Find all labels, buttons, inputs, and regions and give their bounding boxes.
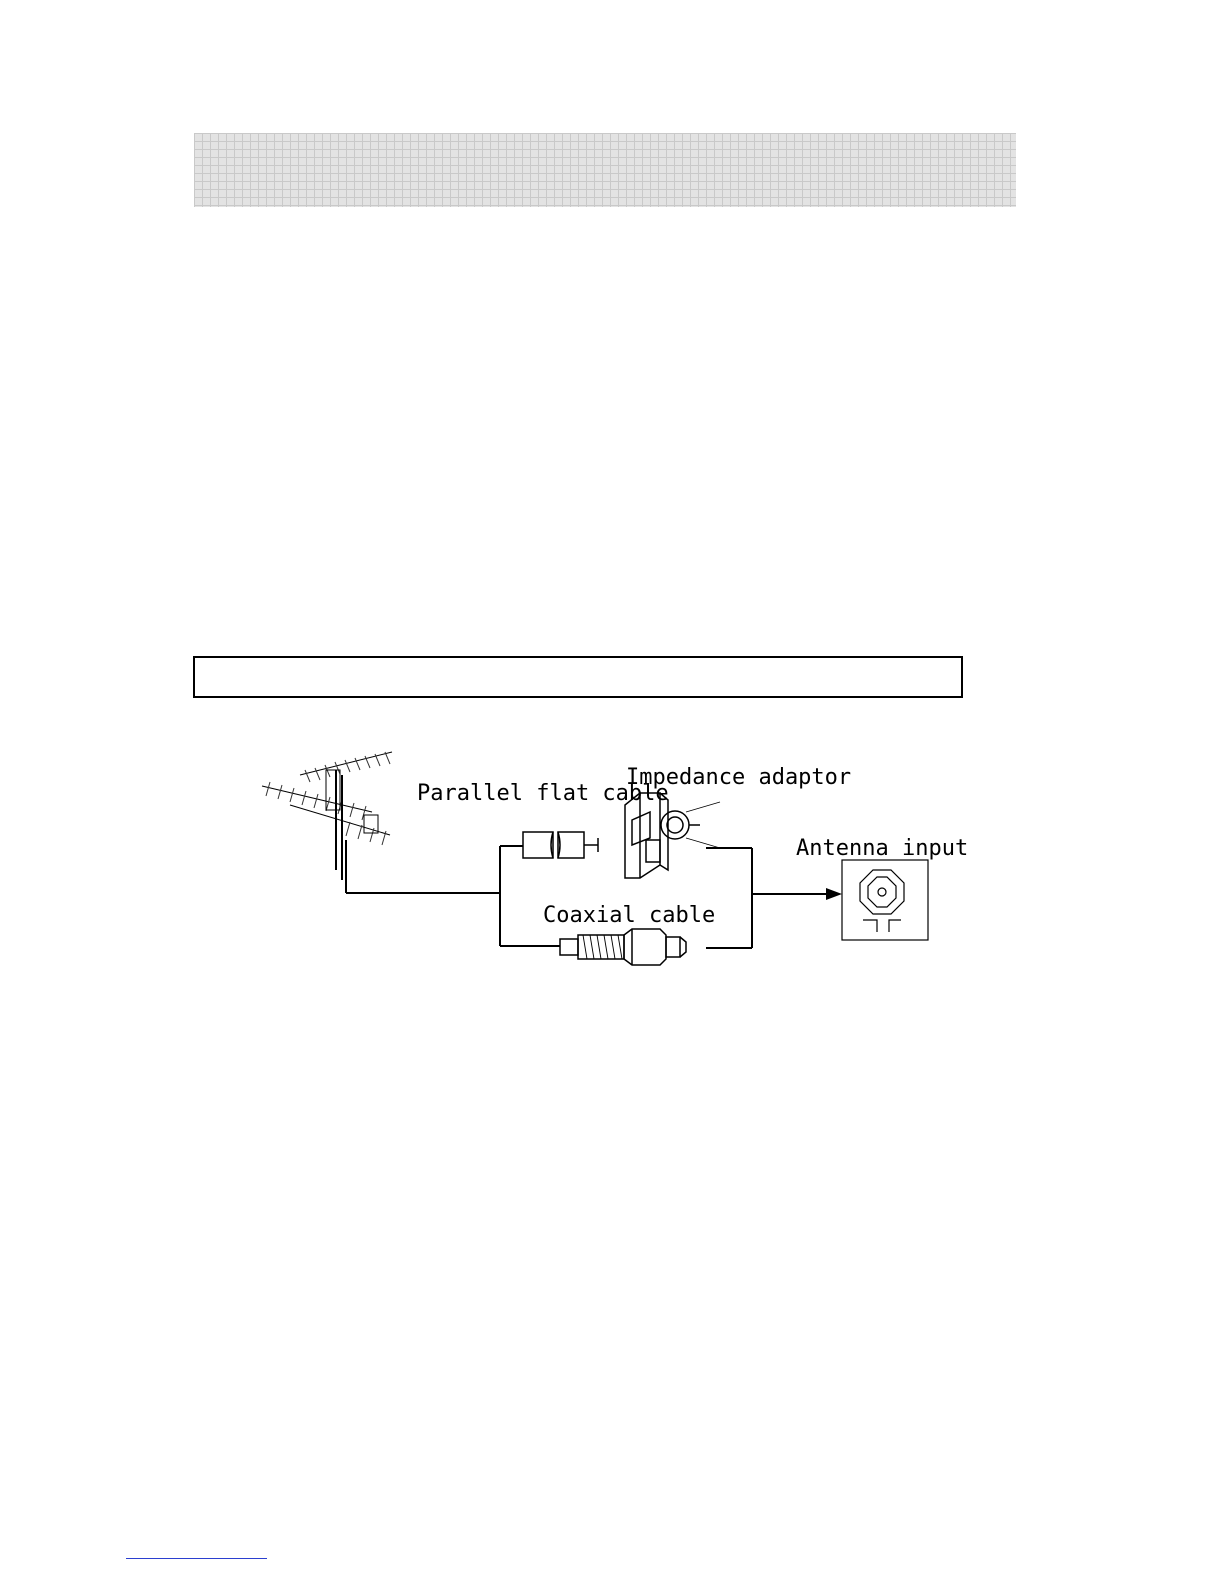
parallel-flat-cable-label: Parallel flat cable [417,781,669,806]
to-tv-connection-line [706,848,828,948]
coaxial-cable-label: Coaxial cable [543,903,716,928]
footer-rule [126,1558,267,1559]
impedance-adaptor-label: Impedance adaptor [626,765,852,790]
arrow-right-icon [826,888,842,900]
parallel-flat-cable-icon [523,832,598,858]
antenna-feed-line [346,846,560,946]
antenna-input-label: Antenna input [796,836,969,861]
antenna-input-socket-icon [842,860,928,940]
outdoor-antenna-icon [262,752,392,893]
coaxial-cable-icon [560,929,686,965]
